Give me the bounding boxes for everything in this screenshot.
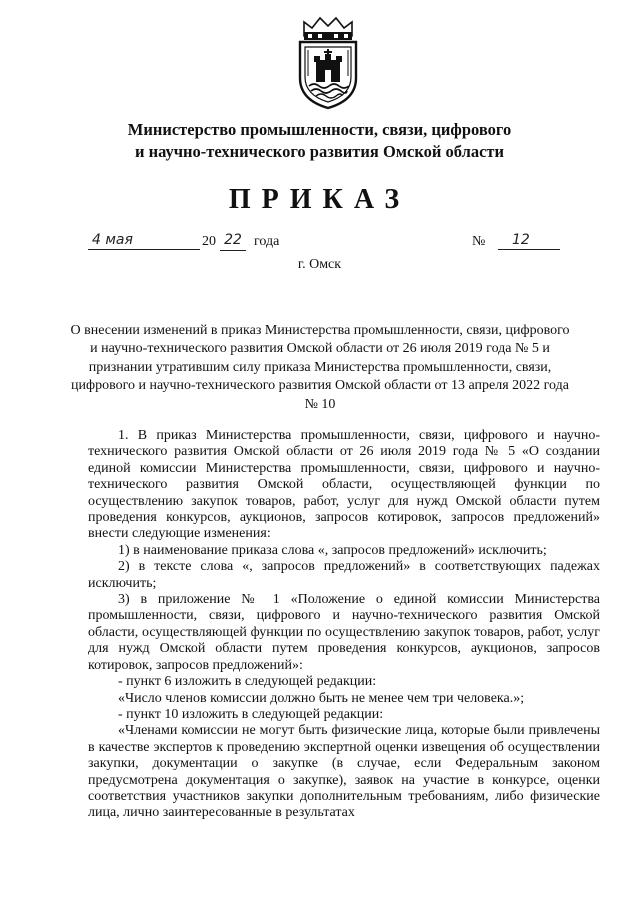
order-subject: О внесении изменений в приказ Министерства промышленности, связи, цифрового и научно-технического развития Омской области от 26 июля 2019 года № 5 и признании утратившим силу приказа Министерства промышленности, связи, цифрового и научно-технического развития Омской области от 13 апреля 2022 года № 10 — [70, 323, 570, 412]
order-number-sign: № — [472, 234, 486, 249]
ministry-name-line2: и научно-технического развития Омской области — [134, 142, 505, 161]
order-year-prefix: 20 — [202, 234, 216, 249]
order-number: 12 — [498, 232, 560, 250]
body-paragraph-6: «Число членов комиссии должно быть не менее чем три человека.»; — [118, 690, 525, 706]
order-title: ПРИКАЗ — [228, 184, 411, 215]
order-body — [88, 428, 600, 822]
body-paragraph-7: - пункт 10 изложить в следующей редакции: — [118, 706, 384, 722]
ministry-name-line1: Министерство промышленности, связи, цифрового — [127, 120, 512, 139]
order-date-day-month: 4 мая — [88, 232, 200, 250]
body-paragraph-1: 1. В приказ Министерства промышленности, связи, цифрового и научно-технического развития Омской области от 26 июля 2019 года № 5 «О создании единой комиссии Министерства промышленности, связи, цифрового и научно-технического развития Омской области, осуществляющей функции по осуществлению закупок товаров, работ, услуг для нужд Омской области путем проведения конкурсов, аукционов, запросов котировок, запросов предложений» внести следующие изменения: — [88, 428, 600, 542]
order-year-word: года — [254, 234, 280, 249]
body-paragraph-2: 1) в наименование приказа слова «, запросов предложений» исключить; — [118, 542, 547, 558]
body-paragraph-5: - пункт 6 изложить в следующей редакции: — [118, 674, 377, 690]
order-year-suffix: 22 — [220, 232, 246, 251]
order-city: г. Омск — [297, 257, 342, 272]
body-paragraph-3: 2) в тексте слова «, запросов предложений» в соответствующих падежах исключить; — [88, 559, 600, 591]
omsk-coat-of-arms-icon — [296, 16, 360, 110]
ministry-name — [60, 119, 579, 163]
body-paragraph-4: 3) в приложение № 1 «Положение о единой комиссии Министерства промышленности, связи, цифрового и научно-технического развития Омской области, осуществляющей функции по осуществлению закупок товаров, работ, услуг для нужд Омской области путем проведения конкурсов, аукционов, запросов котировок, запросов предложений»: — [88, 592, 600, 673]
body-paragraph-8: «Членами комиссии не могут быть физические лица, которые были привлечены в качестве экспертов к проведению экспертной оценки извещения об осуществлении закупки, документации о закупке (в случае, если Федеральным законом предусмотрена документация о закупке), заявок на участие в конкурсе, оценки соответствия участников закупки дополнительным требованиям, либо физические лица, лично заинтересованные в результатах — [88, 723, 600, 821]
